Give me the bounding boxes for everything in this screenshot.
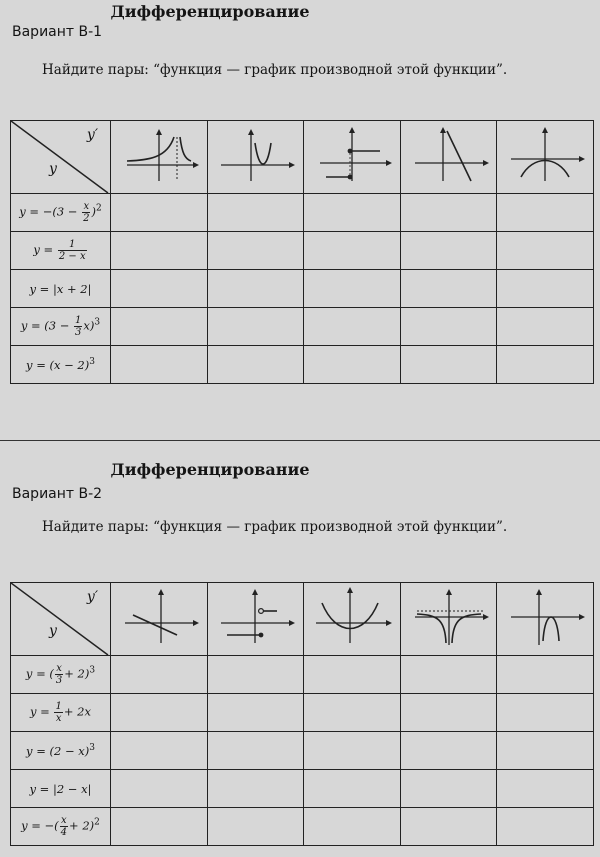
answer-cell[interactable]	[207, 694, 304, 732]
answer-cell[interactable]	[304, 346, 401, 384]
derivative-label: y′	[86, 589, 98, 605]
answer-cell[interactable]	[400, 694, 497, 732]
table-row	[11, 346, 594, 384]
derivative-label: y′	[86, 127, 98, 143]
answer-cell[interactable]	[497, 694, 594, 732]
worksheet-title-2: Дифференцирование	[110, 460, 310, 479]
parabola-down-graph-icon	[505, 125, 585, 185]
answer-cell[interactable]	[400, 270, 497, 308]
answer-cell[interactable]	[400, 770, 497, 808]
answer-cell[interactable]	[207, 270, 304, 308]
variant-label-2: Вариант В-2	[12, 486, 103, 502]
answer-cell[interactable]	[111, 194, 208, 232]
graph-cell[interactable]	[304, 121, 401, 194]
table-row	[11, 732, 594, 770]
answer-cell[interactable]	[400, 732, 497, 770]
graph-cell[interactable]	[497, 121, 594, 194]
instruction-2: Найдите пары: “функция — график производной этой функции”.	[42, 519, 508, 535]
table-row	[11, 232, 594, 270]
answer-cell[interactable]	[207, 732, 304, 770]
graph-cell[interactable]	[111, 121, 208, 194]
answer-cell[interactable]	[304, 808, 401, 846]
graph-cell[interactable]	[207, 583, 304, 656]
answer-cell[interactable]	[400, 656, 497, 694]
step-jump-graph-icon	[215, 587, 295, 647]
graph-cell[interactable]	[497, 583, 594, 656]
hyperbola-asymptote-graph-icon	[409, 587, 489, 647]
answer-cell[interactable]	[304, 270, 401, 308]
table-header-row	[11, 121, 594, 194]
graph-cell[interactable]	[400, 121, 497, 194]
answer-cell[interactable]	[207, 346, 304, 384]
answer-cell[interactable]	[497, 308, 594, 346]
answer-cell[interactable]	[400, 808, 497, 846]
answer-cell[interactable]	[304, 232, 401, 270]
answer-cell[interactable]	[111, 308, 208, 346]
answer-cell[interactable]	[304, 656, 401, 694]
function-cell: y = |2 − x|	[11, 770, 111, 808]
answer-cell[interactable]	[497, 232, 594, 270]
table-row	[11, 270, 594, 308]
graph-cell[interactable]	[304, 583, 401, 656]
function-cell: y = |x + 2|	[11, 270, 111, 308]
answer-cell[interactable]	[111, 346, 208, 384]
answer-cell[interactable]	[497, 656, 594, 694]
answer-cell[interactable]	[400, 194, 497, 232]
answer-cell[interactable]	[497, 346, 594, 384]
parabola-up-graph-icon	[215, 125, 295, 185]
answer-cell[interactable]	[304, 694, 401, 732]
function-cell: y = (3 − $\frac{1}{3}$ x)$^3$	[11, 308, 111, 346]
answer-cell[interactable]	[111, 232, 208, 270]
table-row	[11, 194, 594, 232]
answer-cell[interactable]	[497, 194, 594, 232]
function-cell: $y = (2 - x)^3$	[11, 732, 111, 770]
answer-cell[interactable]	[207, 308, 304, 346]
answer-cell[interactable]	[111, 656, 208, 694]
answer-cell[interactable]	[111, 270, 208, 308]
answer-cell[interactable]	[304, 770, 401, 808]
answer-cell[interactable]	[497, 732, 594, 770]
answer-cell[interactable]	[207, 770, 304, 808]
table-row	[11, 308, 594, 346]
answer-cell[interactable]	[304, 308, 401, 346]
hyperbola-asymptote-graph-icon	[119, 125, 199, 185]
function-label: y	[49, 623, 57, 639]
corner-cell	[11, 583, 111, 656]
answer-cell[interactable]	[497, 808, 594, 846]
answer-cell[interactable]	[400, 308, 497, 346]
parabola-down-graph-icon	[505, 587, 585, 647]
answer-cell[interactable]	[497, 270, 594, 308]
answer-cell[interactable]	[111, 732, 208, 770]
function-cell: y = −( $\frac{x}{4}$ + 2)$^2$	[11, 808, 111, 846]
instruction-1: Найдите пары: “функция — график производной этой функции”.	[42, 62, 508, 78]
answer-cell[interactable]	[207, 656, 304, 694]
parabola-up-graph-icon	[312, 587, 392, 647]
answer-cell[interactable]	[207, 232, 304, 270]
decreasing-line-graph-icon	[409, 125, 489, 185]
answer-cell[interactable]	[111, 808, 208, 846]
answer-cell[interactable]	[304, 732, 401, 770]
function-cell: y = $\frac{1}{2 - x}$	[11, 232, 111, 270]
table-row	[11, 694, 594, 732]
function-cell: y = −(3 − $\frac{x}{2}$ )$^2$	[11, 194, 111, 232]
answer-cell[interactable]	[111, 694, 208, 732]
answer-cell[interactable]	[400, 232, 497, 270]
matching-table-2	[10, 582, 594, 846]
answer-cell[interactable]	[207, 808, 304, 846]
function-cell: $y = (x - 2)^3$	[11, 346, 111, 384]
variant-label-1: Вариант В-1	[12, 24, 103, 40]
table-row	[11, 808, 594, 846]
step-jump-graph-icon	[312, 125, 392, 185]
graph-cell[interactable]	[400, 583, 497, 656]
function-label: y	[49, 161, 57, 177]
table-row	[11, 770, 594, 808]
corner-cell	[11, 121, 111, 194]
graph-cell[interactable]	[207, 121, 304, 194]
answer-cell[interactable]	[304, 194, 401, 232]
worksheet-title-1: Дифференцирование	[110, 2, 310, 21]
decreasing-line-graph-icon	[119, 587, 199, 647]
answer-cell[interactable]	[111, 770, 208, 808]
function-cell: y = ( $\frac{x}{3}$ + 2)$^3$	[11, 656, 111, 694]
table-header-row	[11, 583, 594, 656]
function-cell: y = $\frac{1}{x}$ + 2x	[11, 694, 111, 732]
table-row	[11, 656, 594, 694]
matching-table-1	[10, 120, 594, 384]
section-divider	[0, 440, 600, 441]
answer-cell[interactable]	[497, 770, 594, 808]
graph-cell[interactable]	[111, 583, 208, 656]
answer-cell[interactable]	[400, 346, 497, 384]
answer-cell[interactable]	[207, 194, 304, 232]
